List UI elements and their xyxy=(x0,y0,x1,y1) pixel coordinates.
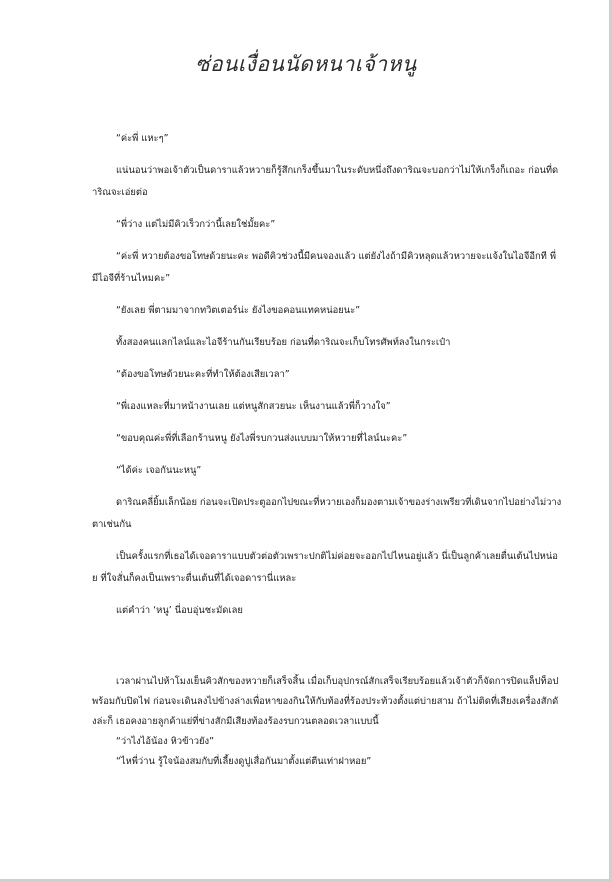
paragraph: “ค่ะพี่ แหะๆ” xyxy=(116,133,169,144)
paragraph: “ยังเลย พี่ตามมาจากทวิตเตอร์น่ะ ยังไงขอคอนแทคหน่อยนะ” xyxy=(116,305,361,316)
paragraph: “พี่เองแหละที่มาหน้างานเลย แต่หนูสักสวยนะ เห็นงานแล้วพี่ก็วางใจ” xyxy=(116,401,391,412)
paragraph: “ค่ะพี่ หวายต้องขอโทษด้วยนะคะ พอดีคิวช่วงนี้มีคนจองแล้ว แต่ยังไงถ้ามีคิวหลุดแล้วหวายจะแจ้งในไอจีอีกที พี่มีไอจีที่ร้านไหมคะ” xyxy=(92,251,557,284)
document-body xyxy=(92,128,562,772)
paragraph: “พี่ว่าง แต่ไม่มีคิวเร็วกว่านี้เลยใช่มั้ยคะ” xyxy=(116,219,276,230)
paragraph: “ไหพี่ว่าน รู้ใจน้องสมกับที่เลี้ยงดูปูเสื่อกันมาตั้งแต่ตีนเท่าฝาหอย” xyxy=(116,756,372,767)
paragraph: “ว่าไงไอ้น้อง หิวข้าวยัง” xyxy=(116,736,214,747)
paragraph: เวลาผ่านไปห้าโมงเย็นคิวสักของหวายก็เสร็จสิ้น เมื่อเก็บอุปกรณ์สักเสร็จเรียบร้อยแล้วเจ้าตัวก็จัดการปิดแล็ปท็อปพร้อมกับปิดไฟ ก่อนจะเดินลงไปข้างล่างเพื่อหาของกินให้กับท้องที่ร้องประท้วงตั้งแต่บ่ายสาม ถ้าไม่ติดที่เสียงเครื่องสักดังล่ะก็ เธอคงอายลูกค้าแย่ที่ข่างสักมีเสียงท้องร้องรบกวนตลอดเวลาแบบนี้ xyxy=(92,676,559,727)
paragraph: เป็นครั้งแรกที่เธอได้เจอดาราแบบตัวต่อตัวเพราะปกติไม่ค่อยจะออกไปไหนอยู่แล้ว นี่เป็นลูกค้าเลยตื่นเต้นไปหน่อย ที่ใจสั่นก็คงเป็นเพราะตื่นเต้นที่ได้เจอดารานี่แหละ xyxy=(92,551,558,584)
paragraph: ดาริณคลี่ยิ้มเล็กน้อย ก่อนจะเปิดประตูออกไปขณะที่หวายเองก็มองตามเจ้าของร่างเพรียวที่เดินจากไปอย่างไม่วางตาเช่นกัน xyxy=(92,497,562,530)
chapter-title: ซ่อนเงื่อนนัดหนาเจ้าหนู xyxy=(195,52,417,76)
paragraph: ทั้งสองคนแลกไลน์และไอจีร้านกันเรียบร้อย ก่อนที่ดาริณจะเก็บโทรศัพท์ลงในกระเป๋า xyxy=(116,337,451,348)
paragraph: แน่นอนว่าพอเจ้าตัวเป็นดาราแล้วหวายก็รู้สึกเกร็งขึ้นมาในระดับหนึ่งถึงดาริณจะบอกว่าไม่ให้เกร็งก็เถอะ ก่อนที่ดาริณจะเอ่ยต่อ xyxy=(92,165,559,198)
section-break xyxy=(92,632,562,672)
paragraph: แต่คำว่า ‘หนู’ นี่อบอุ่นชะมัดเลย xyxy=(116,605,243,616)
paragraph: “ต้องขอโทษด้วยนะคะที่ทำให้ต้องเสียเวลา” xyxy=(116,369,290,380)
paragraph: “ขอบคุณค่ะพี่ที่เลือกร้านหนู ยังไงพี่รบกวนส่งแบบมาให้หวายที่ไลน์นะคะ” xyxy=(116,433,408,444)
paragraph: “ได้ค่ะ เจอกันนะหนู” xyxy=(116,465,202,476)
